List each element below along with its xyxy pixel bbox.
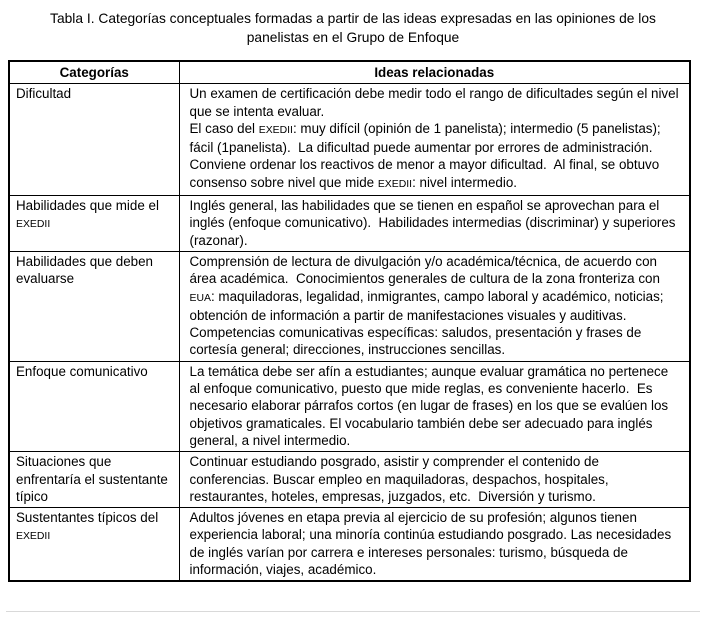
category-cell: Enfoque comunicativo xyxy=(9,361,179,451)
table-row-habilidades-que-mide xyxy=(9,196,690,252)
ideas-paragraph: Comprensión de lectura de divulgación y/o académica/técnica, de acuerdo con área académica. Conocimientos generales de cultura de la zona fronteriza con EUA: maquiladoras, legalidad, inmigrantes, campo laboral y académico, noticias; obtención de información a partir de manifestaciones visuales y auditivas. Competencias comunicativas específicas: saludos, presentación y frases de cortesía general; direcciones, instrucciones sencillas. xyxy=(189,253,668,358)
ideas-paragraph: Adultos jóvenes en etapa previa al ejercicio de su profesión; algunos tienen experiencia laboral; una minoría continúa estudiando posgrado. Las necesidades de inglés varían por carrera e intereses personales: turismo, búsqueda de información, viajes, académico. xyxy=(189,510,675,578)
ideas-paragraph: El caso del EXEDII: muy difícil (opinión de 1 panelista); intermedio (5 panelistas); fácil (1panelista). La dificultad puede aumentar por errores de administración. Conviene ordenar los reactivos de menor a mayor dificultad. Al final, se obtuvo consenso sobre nivel que mide EXEDII: nivel intermedio. xyxy=(189,120,665,190)
ideas-cell xyxy=(179,361,690,451)
ideas-cell xyxy=(179,452,690,508)
table-row-enfoque-comunicativo xyxy=(9,361,690,451)
scan-artifact-line xyxy=(6,611,700,612)
category-cell: Dificultad xyxy=(9,84,179,196)
column-header-categorias: Categorías xyxy=(9,61,179,84)
category-cell: Sustentantes típicos del EXEDII xyxy=(9,508,179,582)
ideas-paragraph: Continuar estudiando posgrado, asistir y comprender el contenido de conferencias. Buscar empleo en maquiladoras, despachos, hospitales, restaurantes, hoteles, empresas, juzgados, etc. Diversión y turismo. xyxy=(189,454,613,504)
header-row xyxy=(9,61,690,84)
ideas-cell xyxy=(179,508,690,582)
ideas-paragraph: Inglés general, las habilidades que se tienen en español se aprovechan para el inglés (enfoque comunicativo). Habilidades intermedias (discriminar) y superiores (razonar). xyxy=(189,198,680,248)
ideas-paragraph: Un examen de certificación debe medir todo el rango de dificultades según el nivel que se intenta evaluar. xyxy=(189,86,683,119)
ideas-paragraph: La temática debe ser afín a estudiantes; aunque evaluar gramática no pertenece al enfoque comunicativo, puesto que mide reglas, es conveniente hacerlo. Es necesario elaborar párrafos cortos (en lugar de frases) en los que se evalúen los objetivos gramaticales. El vocabulario también debe ser adecuado para inglés general, a nivel intermedio. xyxy=(189,363,672,448)
category-cell: Situaciones que enfrentaría el sustentante típico xyxy=(9,452,179,508)
ideas-cell xyxy=(179,251,690,361)
ideas-cell xyxy=(179,84,690,196)
category-cell: Habilidades que deben evaluarse xyxy=(9,251,179,361)
table-row-dificultad xyxy=(9,84,690,196)
table-row-situaciones xyxy=(9,452,690,508)
table-row-habilidades-que-deben-evaluarse xyxy=(9,251,690,361)
column-header-ideas-relacionadas: Ideas relacionadas xyxy=(179,61,690,84)
ideas-cell xyxy=(179,196,690,252)
categories-table xyxy=(8,60,691,582)
table-caption: Tabla I. Categorías conceptuales formadas a partir de las ideas expresadas en las opiniones de los panelistas en el Grupo de Enfoque xyxy=(50,11,656,45)
table-row-sustentantes-tipicos xyxy=(9,508,690,582)
category-cell: Habilidades que mide el EXEDII xyxy=(9,196,179,252)
